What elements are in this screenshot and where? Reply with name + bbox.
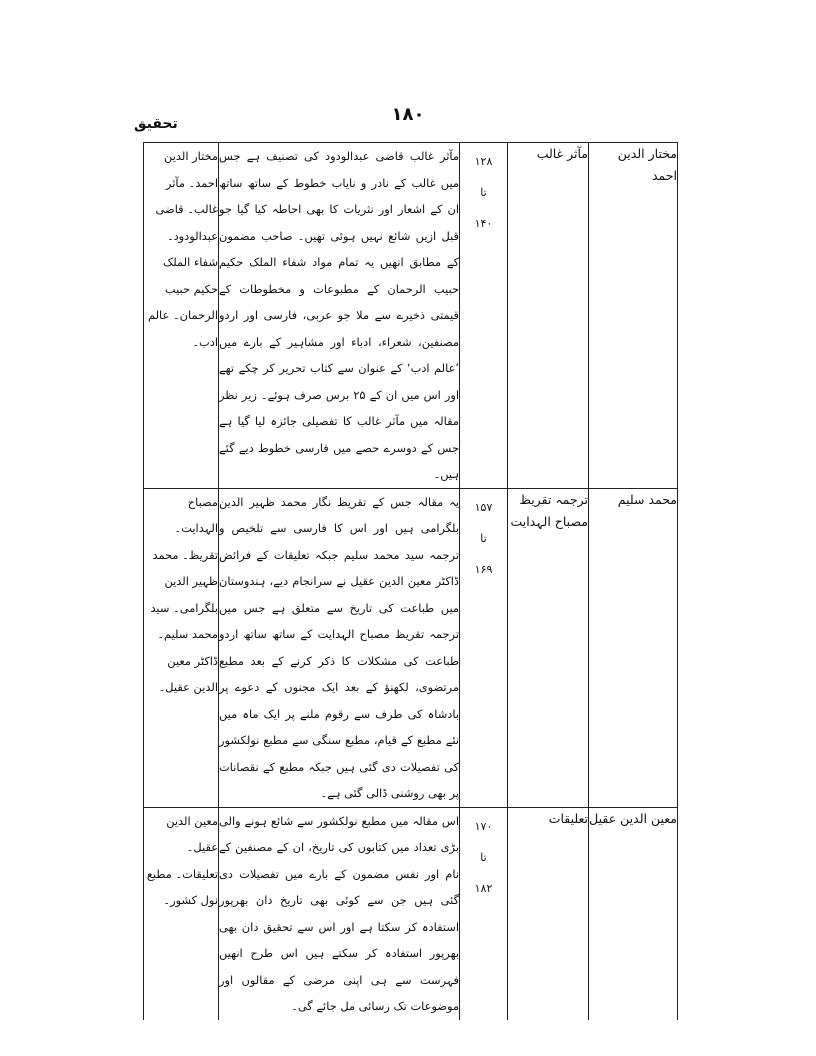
keywords-cell: مصباح الہدایت۔ تقریظ۔ محمد ظہیر الدین بلگرامی۔ سید محمد سلیم۔ ڈاکٹر معین الدین عقیل۔ (144, 488, 219, 807)
table-row (144, 143, 678, 489)
page-sep: تا (480, 186, 487, 199)
keywords-cell: معین الدین عقیل۔ تعلیقات۔ مطبع نول کشور۔ (144, 807, 219, 1020)
summary-cell: اس مقالہ میں مطبع نولکشور سے شائع ہونے والی بڑی تعداد میں کتابوں کی تاریخ، ان کے مصنفین کے نام اور نفس مضمون کے بارے میں تفصیلات دی گئی ہیں جن سے کوئی بھی تاریخ دان بھرپور استفادہ کر سکتا ہے اور اس سے تحقیق دان بھی بھرپور استفادہ کر سکتے ہیں اس طرح انھیں فہرست سے ہی اپنی مرضی کے مقالوں اور موضوعات تک رسائی مل جائے گی۔ (219, 807, 460, 1020)
pages-cell (460, 807, 508, 1020)
page-to: ۱۸۲ (474, 881, 493, 895)
page-to: ۱۴۰ (474, 217, 493, 230)
page-from: ۱۲۸ (474, 155, 493, 168)
title-cell: ترجمہ تقریظ مصباح الہدایت (508, 488, 589, 807)
table-row (144, 807, 678, 1020)
pages-cell (460, 143, 508, 489)
summary-cell: یہ مقالہ جس کے تقریظ نگار محمد ظہیر الدین بلگرامی ہیں اور اس کا فارسی سے تلخیص و ترجمہ سید محمد سلیم جبکہ تعلیقات کے فرائض ڈاکٹر معین الدین عقیل نے سرانجام دیے، ہندوستان میں طباعت کی تاریخ سے متعلق ہے جس میں ترجمہ تقریظ مصباح الہدایت کے ساتھ ساتھ اردو طباعت کی مشکلات کا ذکر کرنے کے بعد مطبع مرتضوی، لکھنؤ کے بعد ایک مجنوں کے دعوے پر بادشاہ کی طرف سے رقوم ملنے پر ایک ماہ میں نئے مطبع کے قیام، مطبع سنگی سے مطبع نولکشور کی تفصیلات دی گئی ہیں جبکہ مطبع کے نقصانات پر بھی روشنی ڈالی گئی ہے۔ (219, 488, 460, 807)
title-cell: مآثر غالب (508, 143, 589, 489)
page-number: ۱۸۰ (391, 104, 425, 125)
page-to: ۱۶۹ (474, 562, 493, 576)
page-from: ۱۵۷ (474, 500, 493, 514)
author-cell: محمد سلیم (589, 488, 678, 807)
summary-cell: مآثر غالب قاضی عبدالودود کی تصنیف ہے جس میں غالب کے نادر و نایاب خطوط کے ساتھ ساتھ ان کے اشعار اور نثریات کا بھی احاطہ کیا گیا جو قبل ازیں شائع نہیں ہوئی تھیں۔ صاحب مضمون کے مطابق انھیں یہ تمام مواد شفاء الملک حکیم حبیب الرحمان کے مطبوعات و مخطوطات کے قیمتی ذخیرے سے ملا جو عربی، فارسی اور اردو مصنفین، شعراء، ادباء اور مشاہیر کے بارے میں ’عالم ادب‘ کے عنوان سے کتاب تحریر کر چکے تھے اور اس میں ان کے ۲۵ برس صرف ہوئے۔ زیر نظر مقالہ میں مآثر غالب کا تفصیلی جائزہ لیا گیا ہے جس کے دوسرے حصے میں فارسی خطوط دیے گئے ہیں۔ (219, 143, 460, 489)
author-cell: مختار الدین احمد (589, 143, 678, 489)
table-row (144, 488, 678, 807)
page-sep: تا (480, 850, 487, 864)
title-cell: تعلیقات (508, 807, 589, 1020)
pages-cell (460, 488, 508, 807)
page-from: ۱۷۰ (474, 819, 493, 833)
page-sep: تا (480, 531, 487, 545)
keywords-cell: مختار الدین احمد۔ مآثر غالب۔ قاضی عبدالودود۔ شفاء الملک حکیم حبیب الرحمان۔ عالم ادب۔ (144, 143, 219, 489)
journal-name: تحقیق (134, 116, 178, 132)
author-cell: معین الدین عقیل (589, 807, 678, 1020)
article-index-table (143, 142, 678, 1020)
